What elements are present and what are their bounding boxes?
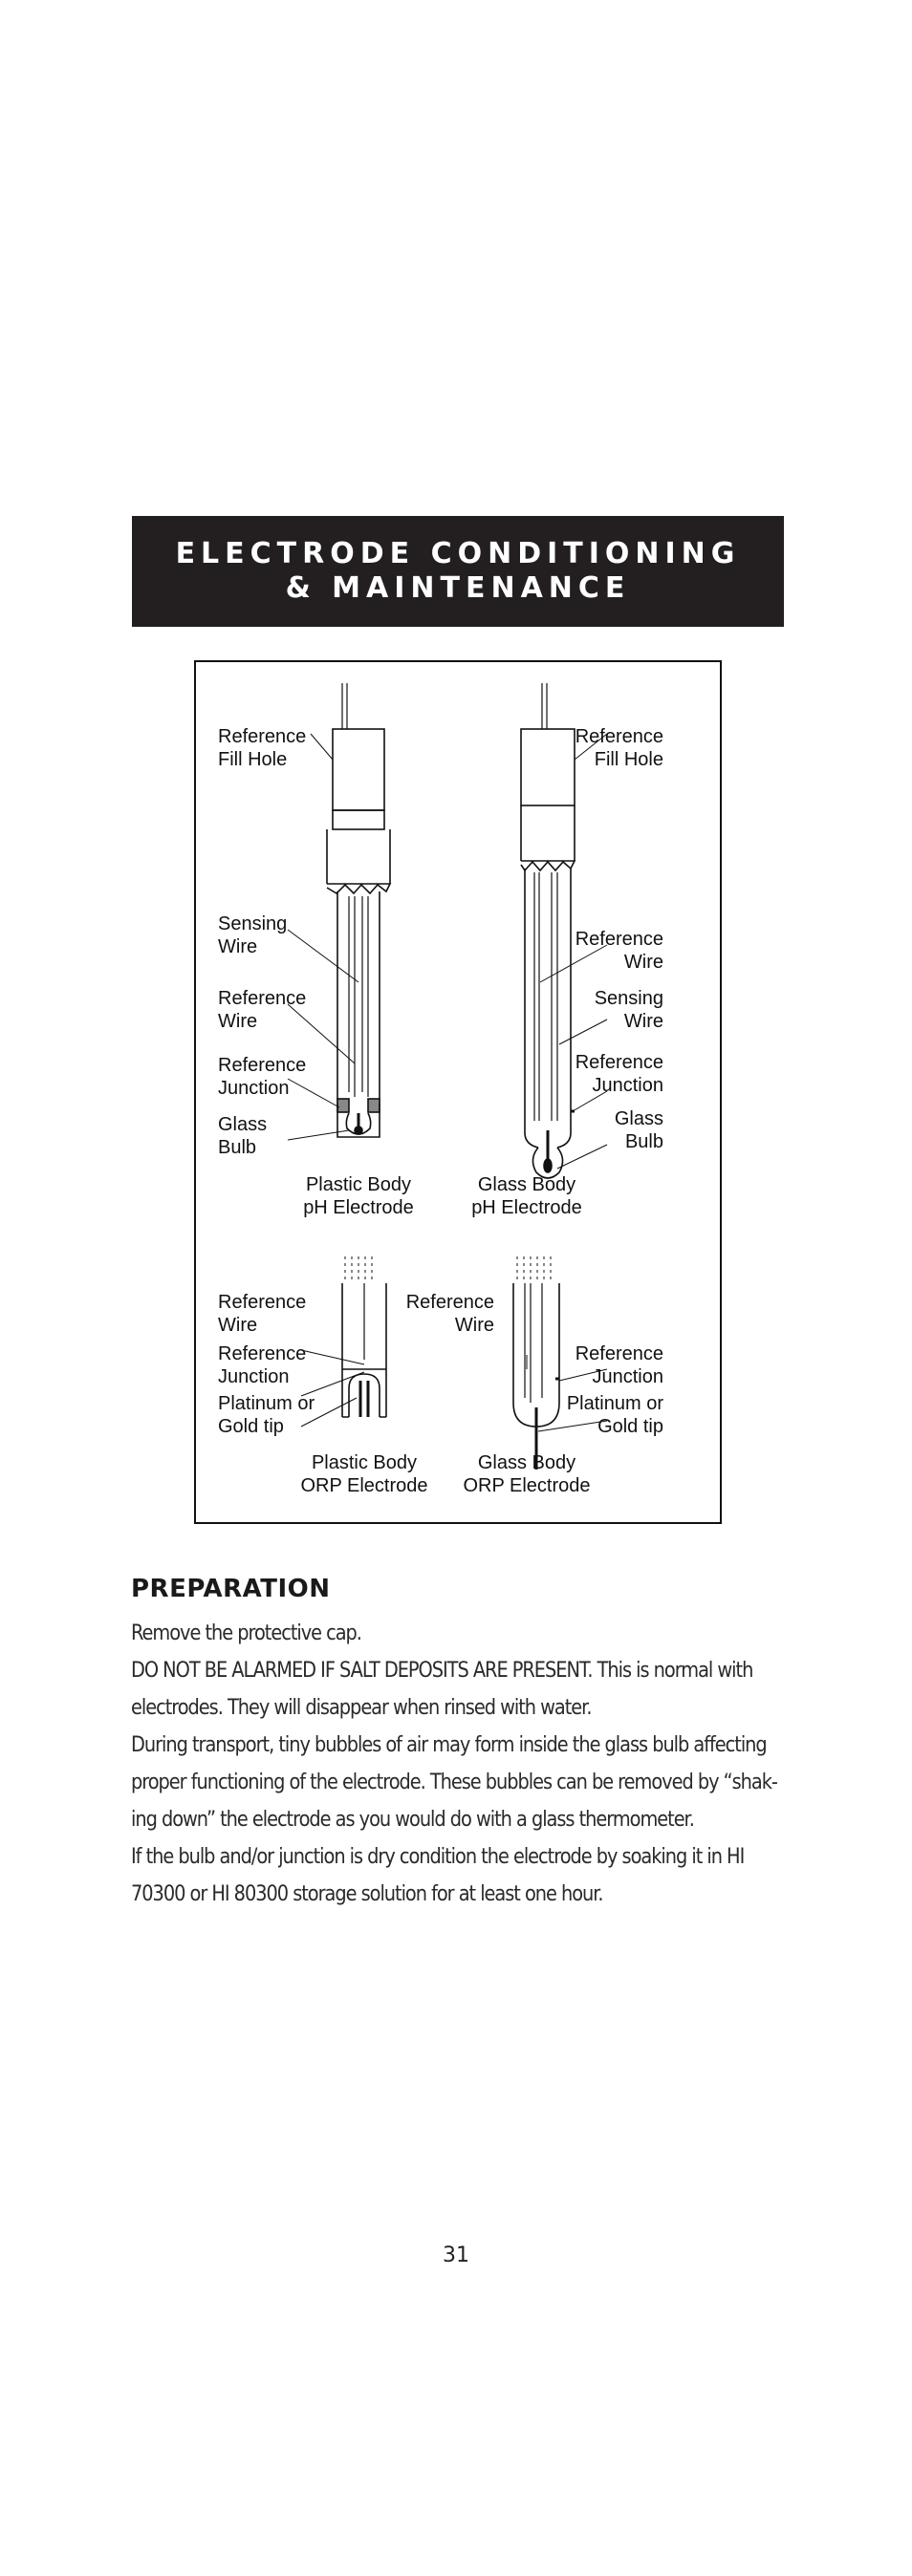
preparation-paragraph-2: DO NOT BE ALARMED IF SALT DEPOSITS ARE PRESENT. This is normal with electrodes. They will disappear when rinsed with water. — [131, 1658, 753, 1720]
ph-plastic-reference-junction-label-1: Reference — [218, 1055, 307, 1076]
ph-plastic-glass-bulb-label-1: Glass — [218, 1114, 268, 1135]
svg-text:ReferenceJunction — [575, 1052, 663, 1096]
ph-glass-glass-bulb-label-2: Bulb — [624, 1131, 663, 1152]
section-banner — [132, 516, 784, 627]
orp-glass-tip-label-1: Platinum or — [566, 1393, 663, 1414]
electrode-diagram — [194, 660, 722, 1524]
ph-plastic-fill-hole-label-1: Reference — [218, 726, 307, 747]
ph-glass-caption-2: pH Electrode — [471, 1197, 582, 1218]
orp-glass-tip-label-2: Gold tip — [597, 1416, 663, 1437]
ph-glass-caption-1: Glass Body — [477, 1174, 576, 1195]
page-number: 31 — [443, 2243, 469, 2267]
svg-text:GlassBulb — [218, 1114, 267, 1158]
plastic-orp-electrode-drawing — [342, 1256, 386, 1417]
ph-plastic-sensing-wire-label-1: Sensing — [218, 913, 288, 934]
orp-glass-caption-1: Glass Body — [477, 1452, 576, 1473]
svg-text:ReferenceWire — [218, 988, 306, 1032]
orp-plastic-caption-2: ORP Electrode — [300, 1475, 428, 1496]
ph-glass-reference-wire-label-2: Wire — [623, 952, 663, 973]
preparation-paragraph-3: During transport, tiny bubbles of air may form inside the glass bulb affecting proper functioning of the electrode. These bubbles can be removed by “shak-ing down” the electrode as you would do with a glass thermometer. — [131, 1732, 777, 1832]
ph-glass-glass-bulb-label-1: Glass — [614, 1108, 663, 1129]
preparation-paragraph-4: If the bulb and/or junction is dry condition the electrode by soaking it in HI 70300 or HI 80300 storage solution for at least one hour. — [131, 1844, 745, 1906]
orp-plastic-reference-wire-label-2: Wire — [218, 1315, 258, 1336]
preparation-heading: PREPARATION — [131, 1575, 331, 1603]
ph-glass-reference-wire-label-1: Reference — [575, 929, 663, 950]
orp-plastic-tip-label-2: Gold tip — [218, 1416, 284, 1437]
svg-text:Plastic BodyORP Electrode — [300, 1452, 427, 1496]
ph-glass-fill-hole-label-2: Fill Hole — [594, 749, 663, 770]
svg-text:ReferenceWire — [406, 1292, 494, 1336]
orp-glass-reference-junction-label-1: Reference — [575, 1343, 663, 1364]
ph-plastic-reference-junction-label-2: Junction — [218, 1078, 290, 1099]
svg-text:ReferenceJunction — [218, 1343, 306, 1387]
plastic-ph-electrode-drawing — [327, 683, 390, 1137]
svg-text:SensingWire — [218, 913, 287, 957]
orp-glass-reference-junction-label-2: Junction — [592, 1366, 663, 1387]
ph-plastic-fill-hole-label-2: Fill Hole — [218, 749, 288, 770]
ph-glass-fill-hole-label-1: Reference — [575, 726, 663, 747]
preparation-paragraph-1: Remove the protective cap. — [131, 1621, 361, 1645]
svg-text:Platinum orGold tip — [567, 1393, 663, 1437]
ph-plastic-caption-1: Plastic Body — [305, 1174, 412, 1195]
ph-glass-reference-junction-label-1: Reference — [575, 1052, 663, 1073]
ph-plastic-sensing-wire-label-2: Wire — [218, 936, 258, 957]
svg-text:SensingWire — [595, 988, 663, 1032]
ph-glass-sensing-wire-label-2: Wire — [623, 1011, 663, 1032]
svg-text:ReferenceWire — [218, 1292, 306, 1336]
svg-text:ReferenceJunction — [218, 1055, 306, 1099]
ph-glass-sensing-wire-label-1: Sensing — [594, 988, 663, 1009]
svg-text:GlassBulb — [615, 1108, 663, 1152]
glass-ph-electrode-drawing — [521, 683, 575, 1178]
svg-text:Glass BodypH Electrode — [471, 1174, 582, 1218]
orp-plastic-reference-junction-label-2: Junction — [218, 1366, 290, 1387]
orp-glass-reference-wire-label-2: Wire — [454, 1315, 494, 1336]
orp-plastic-tip-label-1: Platinum or — [218, 1393, 315, 1414]
svg-text:ReferenceFill Hole — [218, 726, 306, 770]
orp-plastic-reference-junction-label-1: Reference — [218, 1343, 307, 1364]
ph-plastic-reference-wire-label-1: Reference — [218, 988, 307, 1009]
ph-glass-reference-junction-label-2: Junction — [592, 1075, 663, 1096]
ph-plastic-caption-2: pH Electrode — [303, 1197, 414, 1218]
orp-glass-reference-wire-label-1: Reference — [405, 1292, 494, 1313]
ph-plastic-glass-bulb-label-2: Bulb — [218, 1137, 257, 1158]
orp-plastic-reference-wire-label-1: Reference — [218, 1292, 307, 1313]
orp-glass-caption-2: ORP Electrode — [463, 1475, 591, 1496]
svg-text:Platinum orGold tip — [218, 1393, 315, 1437]
ph-plastic-reference-wire-label-2: Wire — [218, 1011, 258, 1032]
svg-text:Glass BodyORP Electrode — [463, 1452, 590, 1496]
banner-line-2: & MAINTENANCE — [285, 571, 631, 605]
orp-plastic-caption-1: Plastic Body — [311, 1452, 418, 1473]
svg-text:ReferenceWire — [575, 929, 663, 973]
svg-text:ReferenceJunction — [575, 1343, 663, 1387]
electrode-diagram-svg — [196, 662, 724, 1526]
glass-orp-electrode-drawing — [513, 1256, 559, 1470]
svg-text:Plastic BodypH Electrode — [303, 1174, 414, 1218]
preparation-body — [131, 1615, 785, 1913]
banner-line-1: ELECTRODE CONDITIONING — [175, 537, 741, 570]
